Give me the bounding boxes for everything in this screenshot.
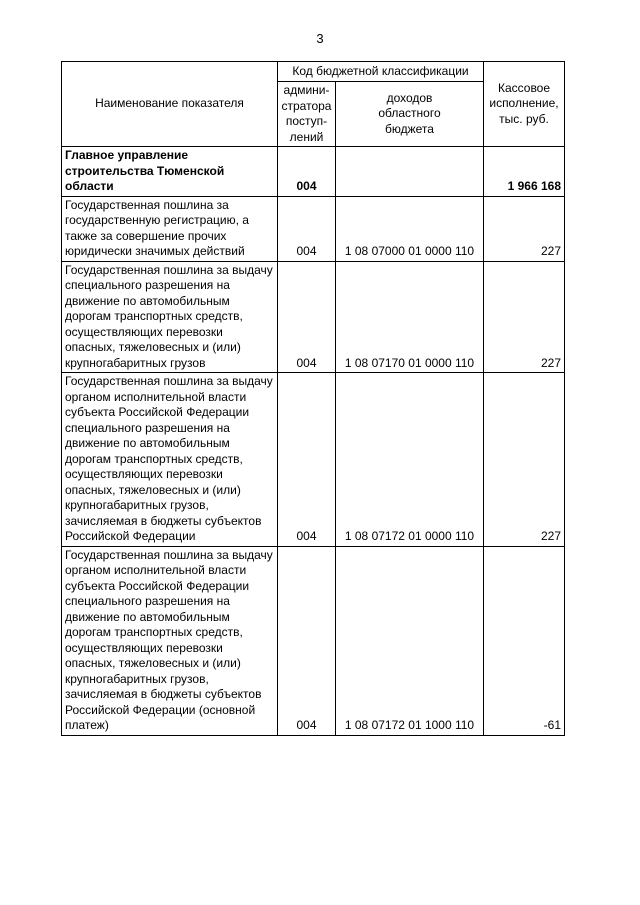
row-income-code: 1 08 07172 01 0000 110 (336, 373, 484, 547)
row-income-code: 1 08 07000 01 0000 110 (336, 196, 484, 261)
row-name: Государственная пошлина за выдачу органом исполнительной власти субъекта Российской Федерации специального разрешения на движение по автомобильным дорогам транспортных средств, осуществляющих перевозки опасных, тяжеловесных и (или) крупногабаритных грузов, зачисляемая в бюджеты субъектов Российской Федерации (62, 373, 278, 547)
table-header (62, 62, 565, 147)
row-income-code (336, 147, 484, 197)
budget-table (61, 61, 565, 736)
header-administrator-text: админи- стратора поступ- лений (281, 83, 332, 144)
row-admin-code: 004 (278, 546, 336, 735)
row-name: Государственная пошлина за выдачу специального разрешения на движение по автомобильным дорогам транспортных средств, осуществляющих перевозки опасных, тяжеловесных и (или) крупногабаритных грузов (62, 261, 278, 373)
row-amount: 227 (484, 261, 565, 373)
row-admin-code: 004 (278, 196, 336, 261)
header-income-text: доходов областного бюджета (378, 90, 441, 136)
row-amount: 227 (484, 196, 565, 261)
row-name: Главное управление строительства Тюменской области (62, 147, 278, 197)
header-cash-execution-text: Кассовое исполнение, тыс. руб. (489, 80, 559, 126)
header-income (336, 82, 484, 147)
header-cash-execution (484, 62, 565, 147)
table-row (62, 147, 565, 197)
table-row (62, 196, 565, 261)
page-number: 3 (316, 31, 324, 46)
row-amount: 1 966 168 (484, 147, 565, 197)
table-row (62, 261, 565, 373)
row-amount: 227 (484, 373, 565, 547)
row-income-code: 1 08 07172 01 1000 110 (336, 546, 484, 735)
header-administrator (278, 82, 336, 147)
row-income-code: 1 08 07170 01 0000 110 (336, 261, 484, 373)
row-name: Государственная пошлина за выдачу органом исполнительной власти субъекта Российской Федерации специального разрешения на движение по автомобильным дорогам транспортных средств, осуществляющих перевозки опасных, тяжеловесных и (или) крупногабаритных грузов, зачисляемая в бюджеты субъектов Российской Федерации (основной платеж) (62, 546, 278, 735)
row-admin-code: 004 (278, 373, 336, 547)
table-row (62, 546, 565, 735)
header-budget-code-group: Код бюджетной классификации (278, 62, 484, 82)
row-admin-code: 004 (278, 261, 336, 373)
header-indicator: Наименование показателя (62, 62, 278, 147)
row-admin-code: 004 (278, 147, 336, 197)
table-row (62, 373, 565, 547)
row-amount: -61 (484, 546, 565, 735)
row-name: Государственная пошлина за государственную регистрацию, а также за совершение прочих юридически значимых действий (62, 196, 278, 261)
